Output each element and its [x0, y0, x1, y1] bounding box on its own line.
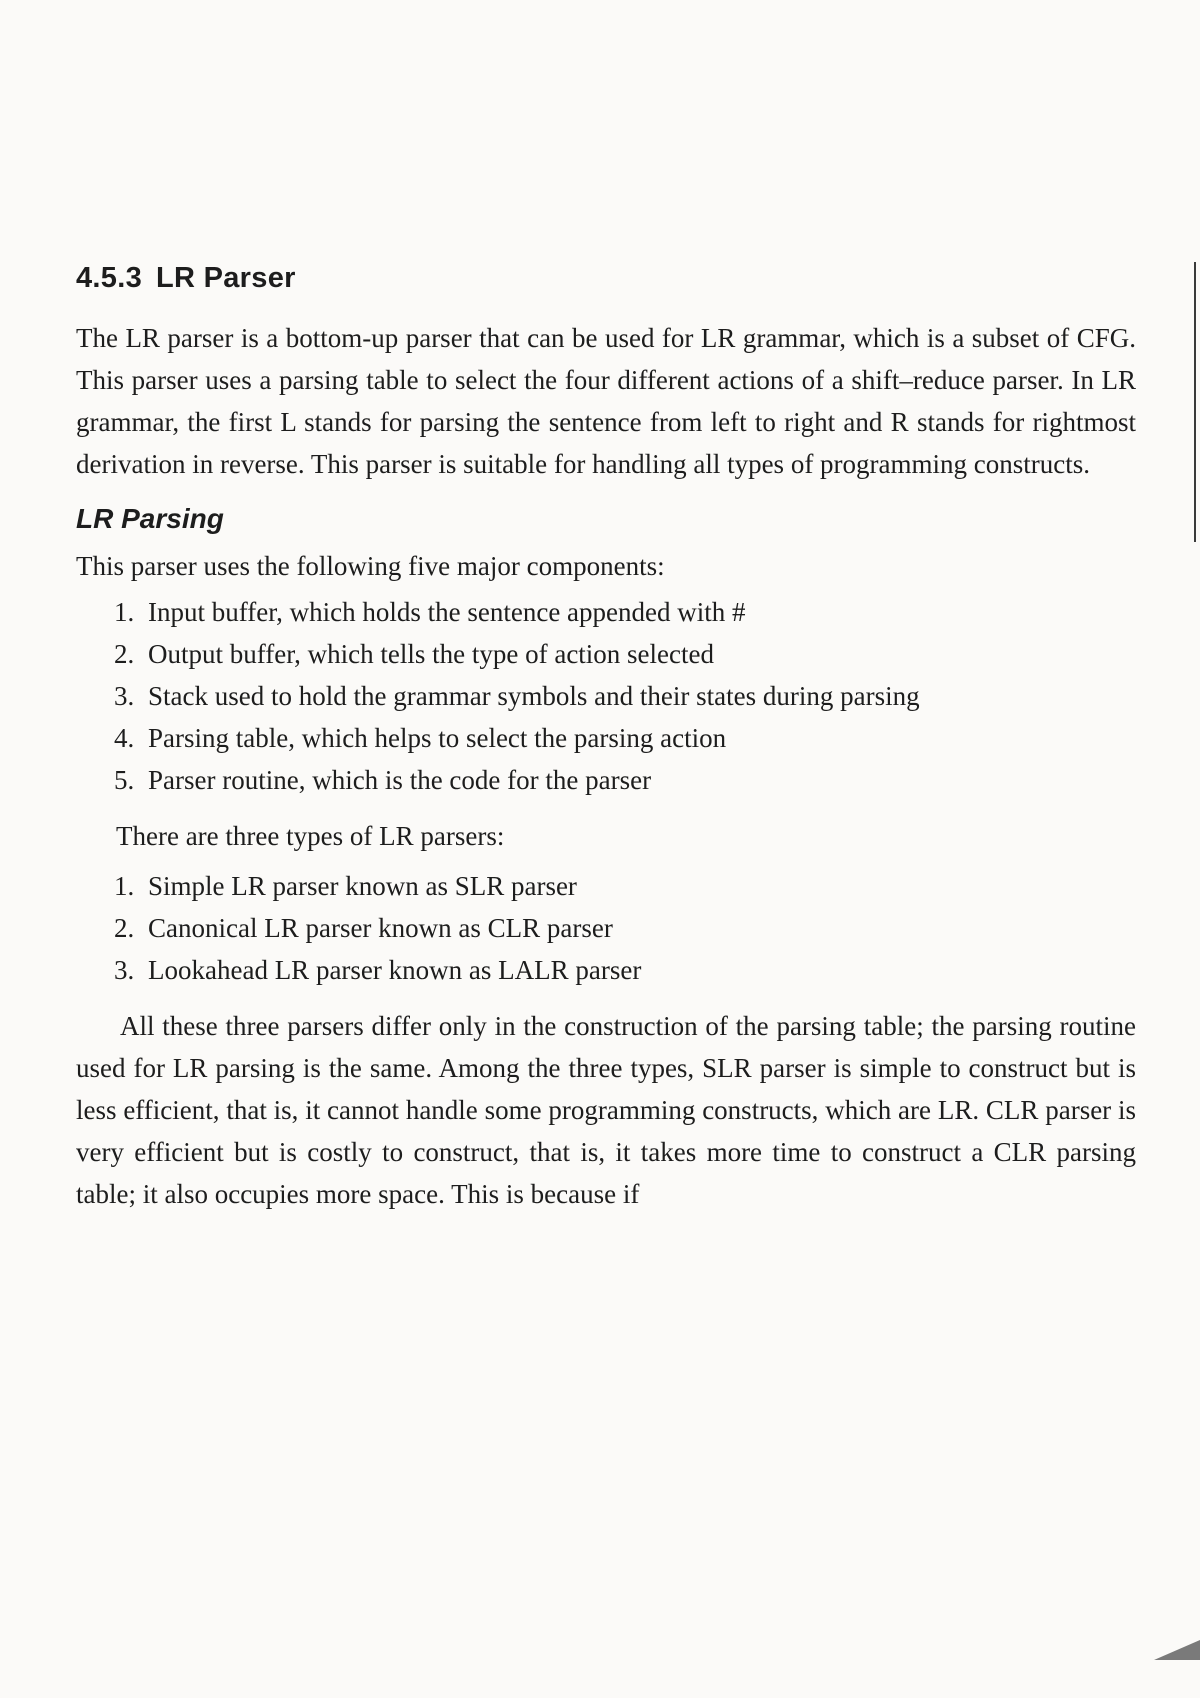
types-intro: There are three types of LR parsers:	[116, 821, 505, 851]
parser-types-list	[76, 865, 1136, 991]
components-intro: This parser uses the following five major components:	[76, 551, 665, 581]
page-corner-mark	[1154, 1640, 1200, 1660]
page-edge-line	[1194, 262, 1196, 542]
list-item: 3. Stack used to hold the grammar symbols and their states during parsing	[114, 681, 920, 711]
list-item: 4. Parsing table, which helps to select the parsing action	[114, 723, 727, 753]
comparison-paragraph: All these three parsers differ only in the construction of the parsing table; the parsing routine used for LR parsing is the same. Among the three types, SLR parser is simple to construct but is less efficient, that is, it cannot handle some programming constructs, which are LR. CLR parser is very efficient but is costly to construct, that is, it takes more time to construct a CLR parsing table; it also occupies more space. This is because if	[76, 1011, 1136, 1209]
list-item: 5. Parser routine, which is the code for the parser	[114, 765, 652, 795]
document-page	[76, 262, 1136, 1215]
section-number: 4.5.3	[76, 262, 142, 294]
subsection-heading: LR Parsing	[76, 503, 224, 534]
list-item: 1. Simple LR parser known as SLR parser	[114, 871, 577, 901]
list-item: 3. Lookahead LR parser known as LALR parser	[114, 955, 642, 985]
intro-paragraph: The LR parser is a bottom-up parser that can be used for LR grammar, which is a subset of CFG. This parser uses a parsing table to select the four different actions of a shift–reduce parser. In LR grammar, the first L stands for parsing the sentence from left to right and R stands for rightmost derivation in reverse. This parser is suitable for handling all types of programming constructs.	[76, 323, 1136, 479]
section-title: LR Parser	[156, 262, 296, 294]
list-item: 1. Input buffer, which holds the sentence appended with #	[114, 597, 746, 627]
section-heading	[76, 262, 1136, 295]
list-item: 2. Output buffer, which tells the type of action selected	[114, 639, 714, 669]
list-item: 2. Canonical LR parser known as CLR parser	[114, 913, 613, 943]
components-list	[76, 591, 1136, 801]
